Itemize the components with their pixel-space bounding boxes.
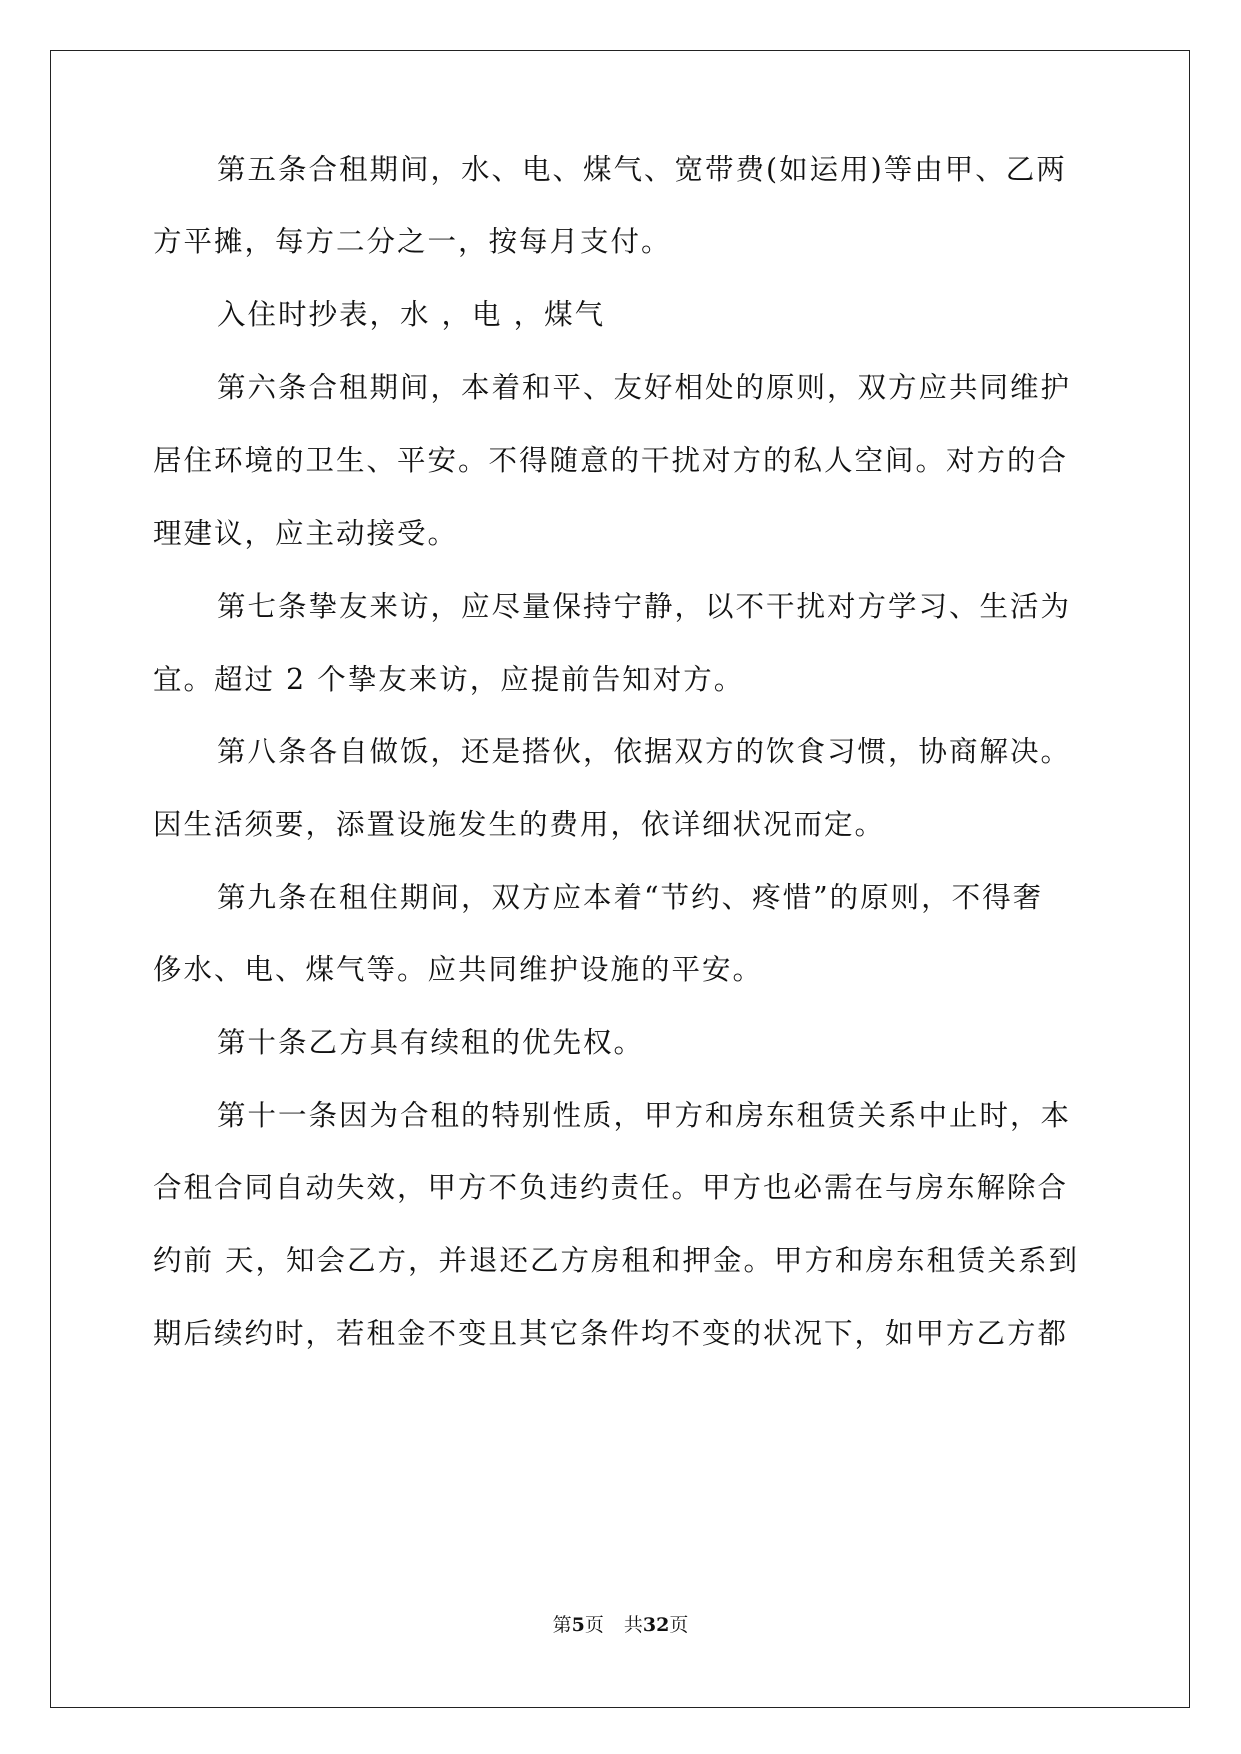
footer-total-prefix: 共 — [623, 1614, 643, 1636]
paragraph-4-line-1: 第七条挚友来访，应尽量保持宁静，以不干扰对方学习、生活为 — [217, 590, 1072, 623]
paragraph-6-line-1: 第九条在租住期间，双方应本着“节约、疼惜”的原则，不得奢 — [217, 881, 1044, 914]
paragraph-8-line-4: 期后续约时，若租金不变且其它条件均不变的状况下，如甲方乙方都 — [153, 1317, 1069, 1350]
paragraph-3-line-2: 居住环境的卫生、平安。不得随意的干扰对方的私人空间。对方的合 — [153, 444, 1069, 477]
paragraph-4-line-2: 宜。超过 2 个挚友来访，应提前告知对方。 — [153, 663, 745, 696]
paragraph-5-line-1: 第八条各自做饭，还是搭伙，依据双方的饮食习惯，协商解决。 — [217, 735, 1072, 768]
paragraph-6-line-2: 侈水、电、煤气等。应共同维护设施的平安。 — [153, 953, 764, 986]
footer-page-prefix: 第 — [552, 1614, 572, 1636]
paragraph-2-line-1: 入住时抄表，水 ，电 ，煤气 — [217, 298, 606, 331]
footer-total-suffix: 页 — [669, 1614, 689, 1636]
footer-total-pages: 32 — [642, 1614, 670, 1636]
page-footer — [0, 1612, 1241, 1638]
paragraph-3-line-3: 理建议，应主动接受。 — [153, 517, 459, 550]
footer-page-suffix: 页 — [584, 1614, 604, 1636]
paragraph-8-line-3: 约前 天，知会乙方，并退还乙方房租和押金。甲方和房东租赁关系到 — [153, 1244, 1080, 1277]
footer-page-number: 5 — [571, 1614, 585, 1636]
paragraph-5-line-2: 因生活须要，添置设施发生的费用，依详细状况而定。 — [153, 808, 886, 841]
paragraph-3-line-1: 第六条合租期间，本着和平、友好相处的原则，双方应共同维护 — [217, 371, 1072, 404]
paragraph-7-line-1: 第十条乙方具有续租的优先权。 — [217, 1026, 645, 1059]
paragraph-1-line-2: 方平摊，每方二分之一，按每月支付。 — [153, 225, 672, 258]
paragraph-8-line-2: 合租合同自动失效，甲方不负违约责任。甲方也必需在与房东解除合 — [153, 1171, 1069, 1204]
paragraph-1-line-1: 第五条合租期间，水、电、煤气、宽带费(如运用)等由甲、乙两 — [217, 153, 1067, 186]
paragraph-8-line-1: 第十一条因为合租的特别性质，甲方和房东租赁关系中止时，本 — [217, 1099, 1072, 1132]
